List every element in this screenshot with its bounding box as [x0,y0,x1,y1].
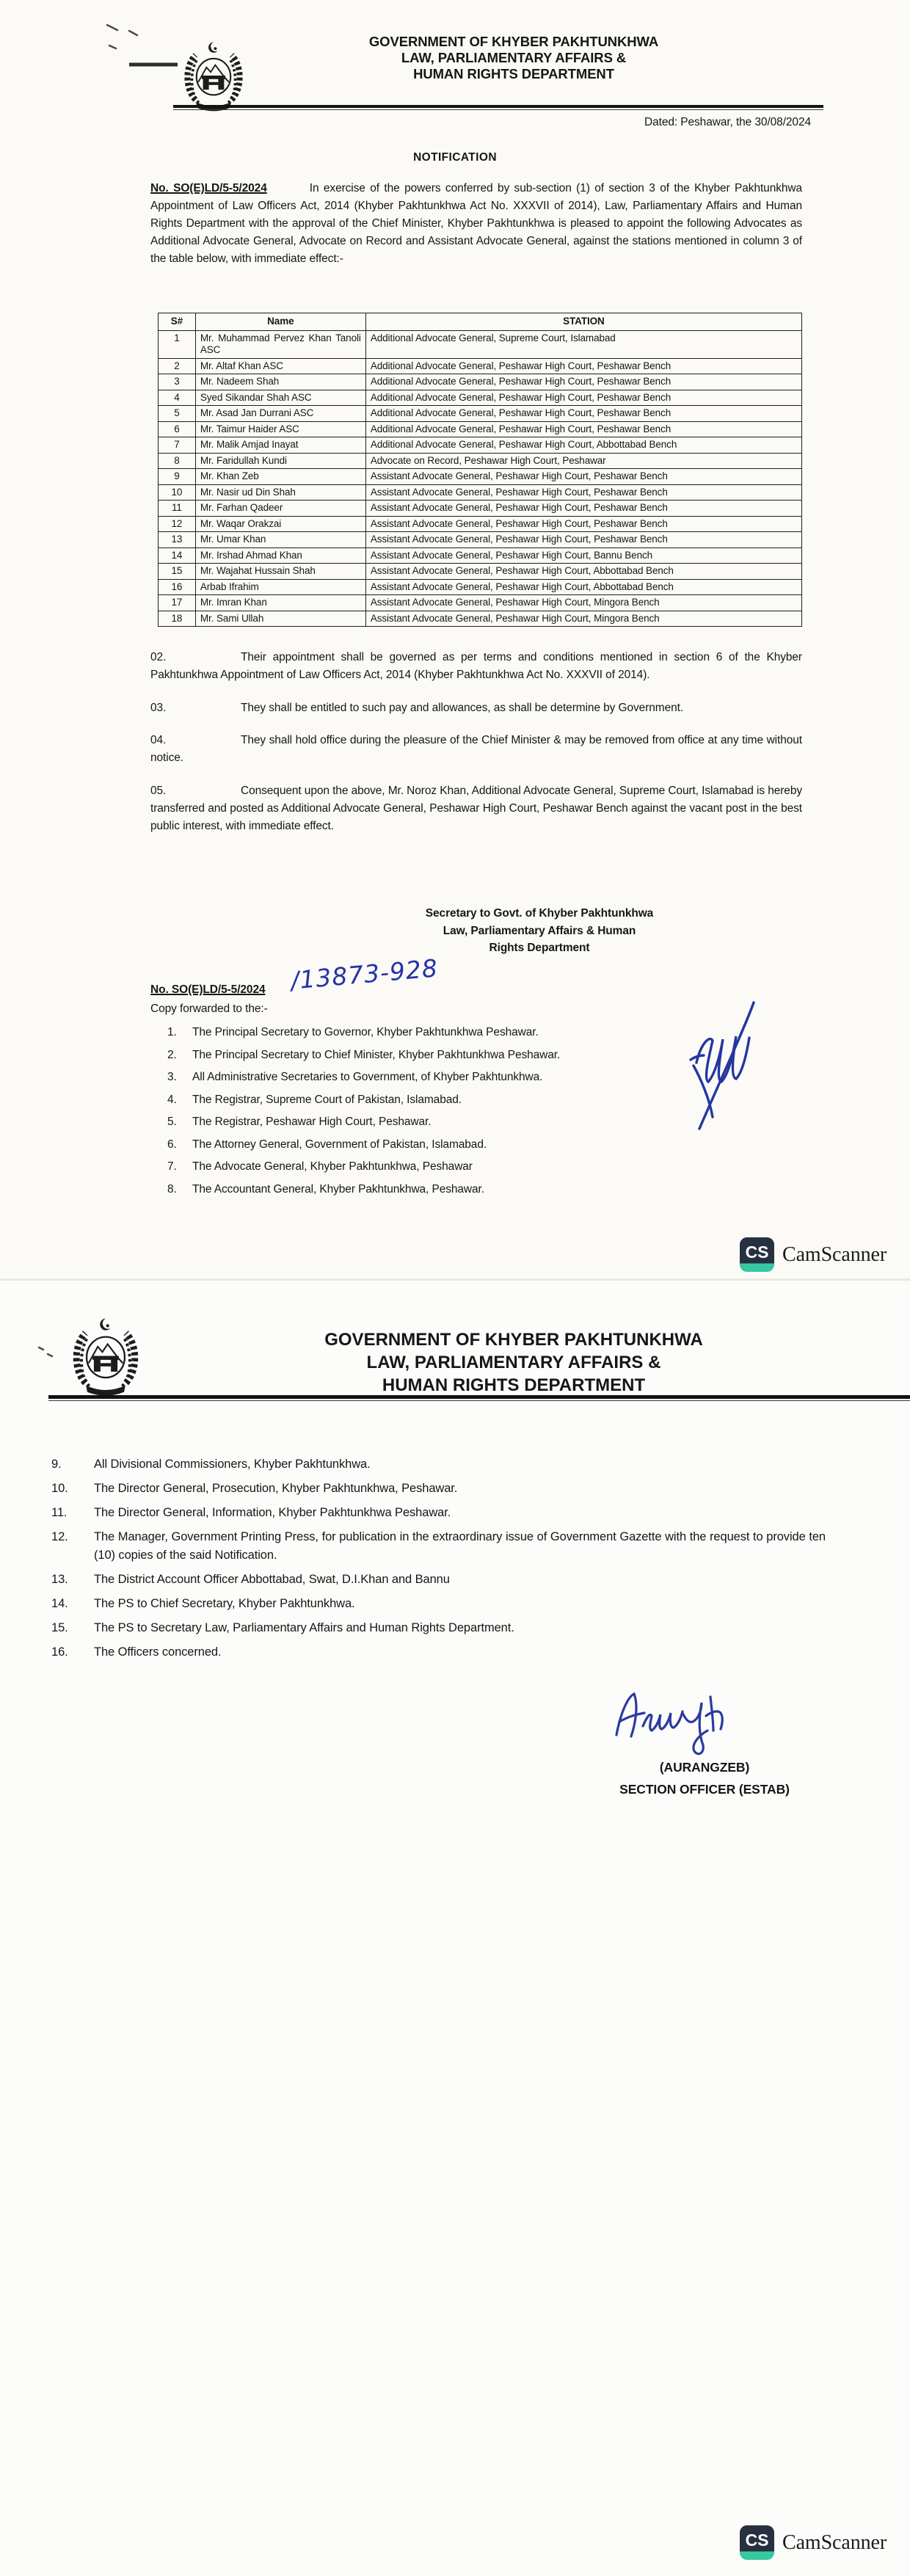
distribution-item [167,1025,740,1041]
signatory-block [411,905,668,957]
distribution-item [51,1528,826,1565]
distribution-item [167,1092,740,1108]
ink-signature-aurangzeb [609,1681,749,1761]
table-row [159,547,802,564]
numbered-paragraph [150,732,802,767]
cell-serial: 1 [159,330,196,358]
cell-station: Assistant Advocate General, Peshawar High Court, Bannu Bench [365,547,801,564]
endorsement-reference-number: No. SO(E)LD/5-5/2024 [150,983,266,996]
letterhead [316,34,712,82]
cell-serial: 12 [159,516,196,532]
distribution-item-text: The Manager, Government Printing Press, for publication in the extraordinary issue of Government Gazette with the request to provide ten (10) copies of the said Notification. [94,1530,826,1562]
table-row [159,358,802,374]
cell-station: Assistant Advocate General, Peshawar High Court, Abbottabad Bench [365,564,801,580]
cell-serial: 17 [159,595,196,611]
cell-name: Mr. Imran Khan [195,595,365,611]
table-row [159,501,802,517]
distribution-item [167,1047,740,1063]
distribution-item [51,1480,826,1498]
distribution-item-number: 14. [51,1597,68,1610]
table-row [159,516,802,532]
camscanner-watermark [740,2525,887,2560]
cell-name: Arbab Ifrahim [195,579,365,595]
letterhead-line3: HUMAN RIGHTS DEPARTMENT [413,66,614,81]
distribution-item-text: The Director General, Prosecution, Khyber Pakhtunkhwa, Peshawar. [94,1482,458,1495]
signatory-title: SECTION OFFICER (ESTAB) [619,1782,790,1797]
distribution-item-number: 9. [51,1458,62,1471]
cell-serial: 10 [159,484,196,501]
distribution-item-text: The PS to Chief Secretary, Khyber Pakhtunkhwa. [94,1597,355,1610]
cell-station: Assistant Advocate General, Peshawar High Court, Peshawar Bench [365,516,801,532]
distribution-item-number: 15. [51,1621,68,1634]
notification-title: NOTIFICATION [413,151,497,164]
letterhead-line2: LAW, PARLIAMENTARY AFFAIRS & [401,50,627,65]
numbered-paragraph [150,649,802,684]
table-row [159,564,802,580]
cell-serial: 3 [159,374,196,390]
table-row [159,453,802,469]
distribution-item [167,1159,740,1175]
distribution-item-text: The Accountant General, Khyber Pakhtunkhwa, Peshawar. [192,1182,484,1196]
distribution-item-text: All Administrative Secretaries to Government, of Khyber Pakhtunkhwa. [192,1071,543,1083]
distribution-item [51,1455,826,1474]
cell-serial: 15 [159,564,196,580]
pen-scribble-marks [103,16,191,75]
letterhead-line1: GOVERNMENT OF KHYBER PAKHTUNKHWA [324,1330,703,1350]
column-header-sn: S# [159,313,196,331]
page-2 [0,1284,910,2576]
distribution-item-number: 7. [167,1160,177,1173]
distribution-item [51,1571,826,1589]
cell-name: Mr. Irshad Ahmad Khan [195,547,365,564]
distribution-item-number: 11. [51,1506,68,1519]
appointments-table [158,313,802,627]
numbered-paragraphs [150,649,802,850]
numbered-paragraph [150,782,802,834]
cell-station: Additional Advocate General, Peshawar High Court, Peshawar Bench [365,358,801,374]
paragraph-number: 04. [150,734,167,747]
signatory-line3: Rights Department [489,942,590,954]
copy-forwarded-label: Copy forwarded to the:- [150,1003,268,1015]
paragraph-number: 05. [150,784,167,797]
distribution-item [51,1643,826,1662]
cell-name: Mr. Farhan Qadeer [195,501,365,517]
distribution-item-text: The Principal Secretary to Chief Minister, Khyber Pakhtunkhwa Peshawar. [192,1048,561,1061]
paragraph-text: Their appointment shall be governed as per terms and conditions mentioned in section 6 of the Khyber Pakhtunkhwa Appointment of Law Officers Act, 2014 (Khyber Pakhtunkhwa Act No. XXXVII of 2014). [150,651,802,681]
cell-serial: 6 [159,421,196,437]
distribution-item [51,1595,826,1613]
cell-station: Additional Advocate General, Peshawar High Court, Abbottabad Bench [365,437,801,454]
distribution-item [167,1137,740,1153]
table-row [159,611,802,627]
paragraph-text: They shall hold office during the pleasure of the Chief Minister & may be removed from office at any time without notice. [150,734,802,765]
distribution-item-number: 2. [167,1048,177,1061]
distribution-item-text: The Registrar, Peshawar High Court, Peshawar. [192,1116,432,1128]
distribution-item-text: The PS to Secretary Law, Parliamentary Affairs and Human Rights Department. [94,1621,514,1634]
signatory-name: (AURANGZEB) [659,1760,750,1775]
camscanner-brand-text: CamScanner [782,2530,887,2554]
intro-paragraph [150,180,802,268]
kp-government-emblem-icon [60,1316,151,1402]
distribution-item [167,1114,740,1130]
cell-serial: 14 [159,547,196,564]
cell-serial: 7 [159,437,196,454]
table-row [159,390,802,406]
numbered-paragraph [150,699,802,717]
cell-station: Assistant Advocate General, Peshawar High Court, Peshawar Bench [365,501,801,517]
header-divider [173,105,823,110]
cell-station: Assistant Advocate General, Peshawar High Court, Peshawar Bench [365,469,801,485]
cell-serial: 16 [159,579,196,595]
pen-dot-marks [37,1345,56,1359]
letterhead [242,1328,785,1397]
cell-serial: 13 [159,532,196,548]
distribution-item-text: The Director General, Information, Khyber Pakhtunkhwa Peshawar. [94,1506,451,1519]
distribution-item-text: The Principal Secretary to Governor, Khyber Pakhtunkhwa Peshawar. [192,1026,539,1038]
distribution-item-number: 3. [167,1071,177,1083]
camscanner-brand-text: CamScanner [782,1242,887,1266]
camscanner-logo-text: CS [745,2530,769,2550]
distribution-item-number: 4. [167,1093,177,1106]
signatory-line2: Law, Parliamentary Affairs & Human [443,924,636,937]
cell-station: Assistant Advocate General, Peshawar High Court, Mingora Bench [365,611,801,627]
cell-serial: 8 [159,453,196,469]
table-row [159,579,802,595]
letterhead-line2: LAW, PARLIAMENTARY AFFAIRS & [366,1353,661,1372]
table-row [159,374,802,390]
intro-text: In exercise of the powers conferred by sub-section (1) of section 3 of the Khyber Pakhtunkhwa Appointment of Law Officers Act, 2014 (Khyber Pakhtunkhwa Act No. XXXVII of 2014), Law, Parliamentary Affairs and Human Rights Department with the approval of the Chief Minister, Khyber Pakhtunkhwa is pleased to appoint the following Advocates as Additional Advocate General, Advocate on Record and Assistant Advocate General, against the stations mentioned in column 3 of the table below, with immediate effect:- [150,182,802,265]
table-row [159,595,802,611]
cell-station: Additional Advocate General, Peshawar High Court, Peshawar Bench [365,421,801,437]
camscanner-logo-text: CS [745,1242,769,1262]
cell-station: Additional Advocate General, Peshawar High Court, Peshawar Bench [365,374,801,390]
distribution-item [167,1182,740,1198]
table-row [159,484,802,501]
cell-station: Assistant Advocate General, Peshawar High Court, Mingora Bench [365,595,801,611]
cell-name: Mr. Khan Zeb [195,469,365,485]
cell-name: Mr. Malik Amjad Inayat [195,437,365,454]
paragraph-number: 03. [150,701,167,714]
table-row [159,421,802,437]
cell-name: Mr. Taimur Haider ASC [195,421,365,437]
cell-station: Assistant Advocate General, Peshawar High Court, Peshawar Bench [365,484,801,501]
distribution-item-number: 1. [167,1026,177,1038]
distribution-item-text: The Officers concerned. [94,1645,222,1659]
cell-station: Additional Advocate General, Peshawar High Court, Peshawar Bench [365,390,801,406]
handwritten-dispatch-number: /13873-928 [289,953,440,995]
cell-name: Mr. Faridullah Kundi [195,453,365,469]
cell-serial: 2 [159,358,196,374]
endorsement-reference [150,983,266,997]
column-header-station: STATION [365,313,801,331]
cell-name: Mr. Waqar Orakzai [195,516,365,532]
distribution-item-number: 8. [167,1182,177,1196]
camscanner-logo-icon [740,1237,774,1272]
page-1 [0,0,910,1284]
cell-serial: 11 [159,501,196,517]
cell-serial: 5 [159,406,196,422]
ink-signature-initials [671,992,767,1139]
distribution-list-2 [51,1455,826,1667]
cell-station: Assistant Advocate General, Peshawar High Court, Peshawar Bench [365,532,801,548]
cell-name: Mr. Muhammad Pervez Khan Tanoli ASC [195,330,365,358]
distribution-item-number: 12. [51,1530,68,1543]
cell-station: Additional Advocate General, Peshawar High Court, Peshawar Bench [365,406,801,422]
paragraph-text: They shall be entitled to such pay and allowances, as shall be determine by Government. [241,701,684,714]
table-row [159,437,802,454]
cell-name: Mr. Sami Ullah [195,611,365,627]
cell-serial: 18 [159,611,196,627]
letterhead-line1: GOVERNMENT OF KHYBER PAKHTUNKHWA [368,34,659,49]
date-line: Dated: Peshawar, the 30/08/2024 [644,116,811,128]
distribution-item [167,1069,740,1085]
paragraph-text: Consequent upon the above, Mr. Noroz Khan, Additional Advocate General, Supreme Court, Islamabad is hereby transferred and posted as Additional Advocate General, Peshawar High Court, Peshawar Bench against the vacant post in the best public interest, with immediate effect. [150,784,802,832]
camscanner-watermark [740,1237,887,1272]
cell-name: Mr. Umar Khan [195,532,365,548]
table-row [159,406,802,422]
header-divider [48,1395,910,1401]
distribution-item-number: 13. [51,1573,68,1586]
distribution-item-text: The District Account Officer Abbottabad, Swat, D.I.Khan and Bannu [94,1573,450,1586]
cell-station: Assistant Advocate General, Peshawar High Court, Abbottabad Bench [365,579,801,595]
distribution-item [51,1504,826,1522]
distribution-item-text: All Divisional Commissioners, Khyber Pakhtunkhwa. [94,1458,371,1471]
cell-name: Mr. Asad Jan Durrani ASC [195,406,365,422]
distribution-item [51,1619,826,1637]
distribution-item-number: 6. [167,1138,177,1151]
cell-name: Mr. Altaf Khan ASC [195,358,365,374]
distribution-item-number: 16. [51,1645,68,1659]
cell-name: Mr. Wajahat Hussain Shah [195,564,365,580]
column-header-name: Name [195,313,365,331]
cell-name: Mr. Nadeem Shah [195,374,365,390]
reference-number: No. SO(E)LD/5-5/2024 [150,182,267,194]
distribution-item-number: 10. [51,1482,68,1495]
page-seam [0,1278,910,1281]
letterhead-line3: HUMAN RIGHTS DEPARTMENT [382,1375,646,1395]
cell-name: Syed Sikandar Shah ASC [195,390,365,406]
cell-station: Advocate on Record, Peshawar High Court, Peshawar [365,453,801,469]
cell-station: Additional Advocate General, Supreme Court, Islamabad [365,330,801,358]
table-row [159,469,802,485]
cell-name: Mr. Nasir ud Din Shah [195,484,365,501]
distribution-list-1 [167,1025,740,1204]
cell-serial: 4 [159,390,196,406]
distribution-item-number: 5. [167,1116,177,1128]
distribution-item-text: The Attorney General, Government of Pakistan, Islamabad. [192,1138,487,1151]
table-row [159,330,802,358]
table-row [159,532,802,548]
cell-serial: 9 [159,469,196,485]
signatory-line1: Secretary to Govt. of Khyber Pakhtunkhwa [425,907,654,920]
camscanner-logo-icon [740,2525,774,2560]
table-header-row [159,313,802,331]
distribution-item-text: The Registrar, Supreme Court of Pakistan, Islamabad. [192,1093,462,1106]
paragraph-number: 02. [150,651,167,663]
distribution-item-text: The Advocate General, Khyber Pakhtunkhwa, Peshawar [192,1160,473,1173]
